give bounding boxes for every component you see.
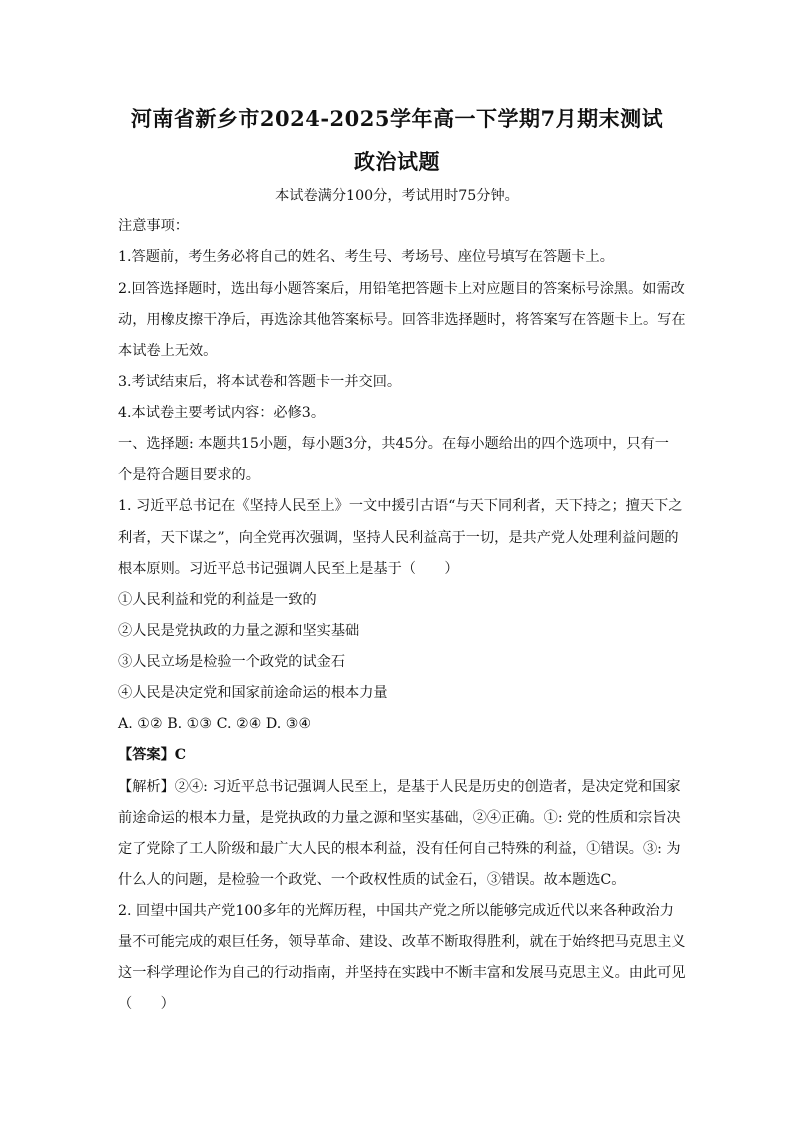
exam-info: 本试卷满分100分，考试用时75分钟。 (275, 188, 519, 204)
question-option: ②人民是党执政的力量之源和坚实基础 (118, 623, 360, 639)
question-stem: 根本原则。习近平总书记强调人民至上是基于（ ） (118, 561, 459, 577)
question-stem: 2. 回望中国共产党100多年的光辉历程，中国共产党之所以能够完成近代以来各种政治力 (118, 903, 674, 919)
analysis-line: 什么人的问题，是检验一个政党、一个政权性质的试金石，③错误。故本题选C。 (118, 872, 626, 888)
section-heading: 个是符合题目要求的。 (118, 467, 260, 483)
question-option: ①人民利益和党的利益是一致的 (118, 592, 317, 608)
note-line: 2.回答选择题时，选出每小题答案后，用铅笔把答题卡上对应题目的答案标号涂黑。如需改 (118, 281, 685, 297)
note-line: 动，用橡皮擦干净后，再选涂其他答案标号。回答非选择题时，将答案写在答题卡上。写在 (118, 312, 686, 328)
question-stem: 利者，天下谋之”，向全党再次强调，坚持人民利益高于一切，是共产党人处理利益问题的 (118, 530, 679, 546)
analysis-line: 前途命运的根本力量，是党执政的力量之源和坚实基础，②④正确。①: 党的性质和宗旨决 (118, 810, 681, 826)
question-stem: （ ） (118, 996, 175, 1012)
note-line: 3.考试结束后，将本试卷和答题卡一并交回。 (118, 374, 402, 390)
question-option: ④人民是决定党和国家前途命运的根本力量 (118, 685, 388, 701)
question-option: ③人民立场是检验一个政党的试金石 (118, 654, 346, 670)
question-stem: 1. 习近平总书记在《坚持人民至上》一文中援引古语“与天下同利者，天下持之；擅天下之 (118, 498, 683, 514)
answer-label: 【答案】C (118, 747, 187, 763)
document-subject: 政治试题 (354, 149, 440, 174)
question-stem: 这一科学理论作为自己的行动指南，并坚持在实践中不断丰富和发展马克思主义。由此可见 (118, 965, 686, 981)
analysis-line: 定了党除了工人阶级和最广大人民的根本利益，没有任何自己特殊的利益，①错误。③: 为 (118, 841, 681, 857)
note-line: 本试卷上无效。 (118, 343, 218, 359)
question-stem: 量不可能完成的艰巨任务，领导革命、建设、改革不断取得胜利，就在于始终把马克思主义 (118, 934, 686, 950)
answer-choices: A. ①② B. ①③ C. ②④ D. ③④ (118, 716, 312, 732)
document-title: 河南省新乡市2024-2025学年高一下学期7月期末测试 (130, 106, 664, 131)
note-line: 4.本试卷主要考试内容：必修3。 (118, 405, 326, 421)
note-line: 1.答题前，考生务必将自己的姓名、考生号、考场号、座位号填写在答题卡上。 (118, 249, 614, 265)
section-heading: 一、选择题: 本题共15小题，每小题3分，共45分。在每小题给出的四个选项中，只有一 (118, 436, 669, 452)
notes-heading: 注意事项： (118, 218, 189, 234)
analysis-line: 【解析】②④: 习近平总书记强调人民至上，是基于人民是历史的创造者，是决定党和国家 (118, 779, 681, 795)
